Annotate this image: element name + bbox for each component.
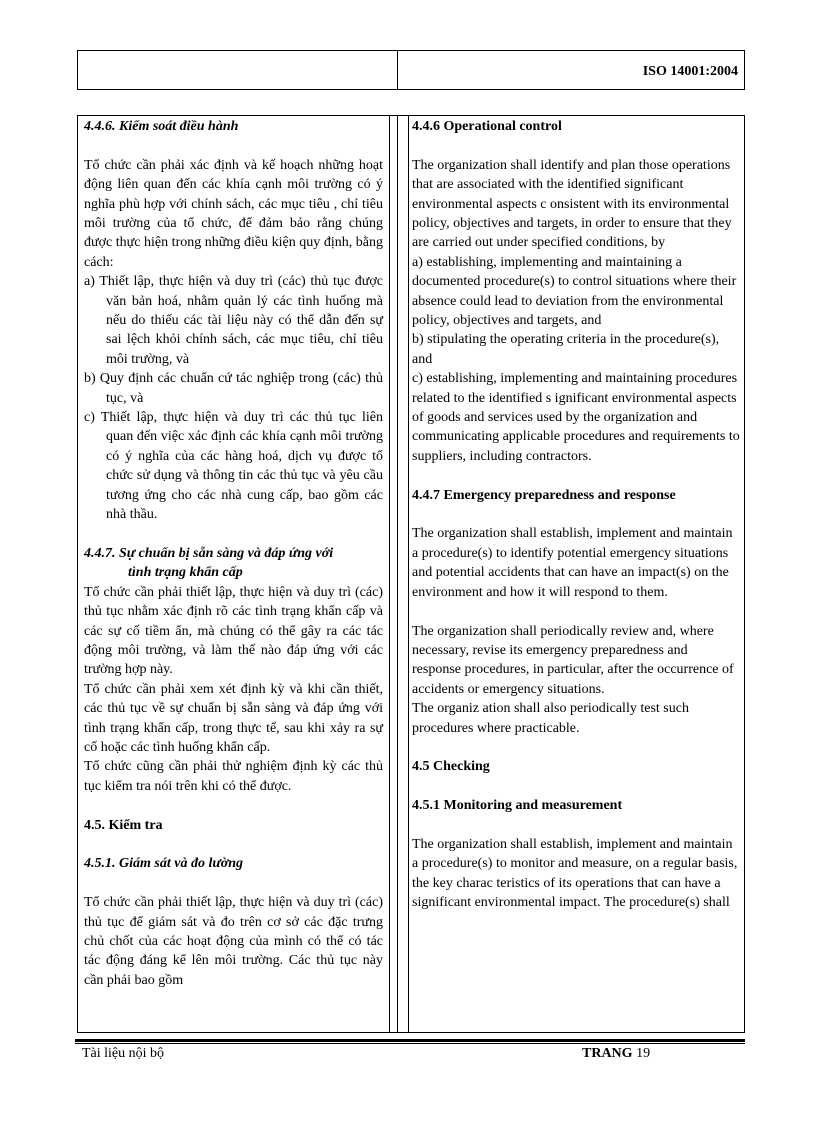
page-label: TRANG xyxy=(582,1046,633,1061)
en-list-item-a: a) establishing, implementing and maintaining a documented procedure(s) to control situations where their absence could lead to deviation from the environmental policy, objectives and targets, and xyxy=(412,254,737,329)
en-heading-4-4-6: 4.4.6 Operational control xyxy=(412,119,562,134)
vn-heading-4-5-1: 4.5.1. Giám sát và đo lường xyxy=(84,856,244,872)
vn-list-item-b: b) Quy định các chuẩn cứ tác nghiệp trong (các) thủ tục, và xyxy=(84,371,383,406)
vn-paragraph: Tổ chức cần phải thiết lập, thực hiện và duy trì (các) thủ tục để giám sát và đo trên cơ sở các đặc trưng chủ chốt của các hoạt động của mình có thể có tác tác động đáng kể lên môi trường. Các thủ tục này cần phải bao gồm xyxy=(84,895,383,988)
footer-rule xyxy=(75,1039,745,1042)
en-heading-4-4-7: 4.4.7 Emergency preparedness and response xyxy=(412,487,676,503)
header-left-cell xyxy=(78,51,398,89)
vn-paragraph: Tổ chức cũng cần phải thử nghiệm định kỳ các thủ tục kiểm tra nói trên khi có thể được. xyxy=(84,759,383,794)
en-paragraph: The organization shall establish, implement and maintain a procedure(s) to identify potential emergency situations and potential accidents that can have an impact(s) on the environment and how it will respond to them. xyxy=(412,526,733,600)
en-list-item-b: b) stipulating the operating criteria in the procedure(s), and xyxy=(412,332,720,367)
column-divider xyxy=(389,116,390,1032)
en-paragraph: The organization shall identify and plan those operations that are associated with the identified significant environmental aspects c onsistent with its environmental policy, objectives and targets, in order to ensure that they are carried out under specified conditions, by xyxy=(412,157,732,251)
vn-heading-4-4-7-cont: tình trạng khẩn cấp xyxy=(128,565,243,581)
vn-paragraph: Tổ chức cần phải xác định và kế hoạch những hoạt động liên quan đến các khía cạnh môi trường có ý nghĩa phù hợp với chính sách, các mục tiêu , chỉ tiêu môi trường của tổ chức, để đảm bảo rằng chúng được thực hiện trong những điều kiện quy định, bằng cách: xyxy=(84,157,383,270)
footer-document-label: Tài liệu nội bộ xyxy=(82,1046,165,1061)
vn-heading-4-5: 4.5. Kiểm tra xyxy=(84,817,163,833)
vn-heading-4-4-6: 4.4.6. Kiểm soát điều hành xyxy=(84,119,239,134)
vn-list-item-a: a) Thiết lập, thực hiện và duy trì (các) thủ tục được văn bản hoá, nhằm quản lý các tình huống mà nếu do thiếu các tài liệu này có thể dẫn đến sự sai lệch khỏi chính sách, các mục tiêu, chỉ tiêu môi trường, và xyxy=(84,274,383,367)
vn-heading-4-4-7: 4.4.7. Sự chuẩn bị sẵn sàng và đáp ứng với xyxy=(84,545,334,561)
english-column xyxy=(409,116,744,1032)
vn-paragraph: Tổ chức cần phải xem xét định kỳ và khi cần thiết, các thủ tục về sự chuẩn bị sẵn sàng và đáp ứng với tình trạng khẩn cấp, trong thực tế, sau khi xảy ra sự cố hoặc các tình huống khẩn cấp. xyxy=(84,681,383,755)
en-paragraph: The organiz ation shall also periodically test such procedures where practicable. xyxy=(412,701,689,736)
en-paragraph: The organization shall periodically review and, where necessary, revise its emergency preparedness and response procedures, in particular, after the occurrence of accidents or emergency situations. xyxy=(412,623,734,697)
column-divider xyxy=(397,116,398,1032)
en-heading-4-5: 4.5 Checking xyxy=(412,759,490,775)
page-header xyxy=(77,50,745,90)
vietnamese-column xyxy=(78,116,389,1032)
en-heading-4-5-1: 4.5.1 Monitoring and measurement xyxy=(412,798,623,814)
en-paragraph: The organization shall establish, implement and maintain a procedure(s) to monitor and measure, on a regular basis, the key charac teristics of its operations that can have a significant environmental impact. The procedure(s) shall xyxy=(412,836,738,911)
header-standard: ISO 14001:2004 xyxy=(642,64,738,79)
footer-page xyxy=(582,1046,650,1062)
bilingual-table xyxy=(77,115,745,1033)
vn-list-item-c: c) Thiết lập, thực hiện và duy trì các thủ tục liên quan đến việc xác định các khía cạnh môi trường có ý nghĩa của các hàng hoá, dịch vụ được tổ chức sử dụng và thông tin các thủ tục và yêu cầu tương ứng cho các nhà cung cấp, bao gồm các nhà thầu. xyxy=(84,410,383,523)
footer-rule-thin xyxy=(75,1043,745,1044)
page-number: 19 xyxy=(636,1046,651,1061)
vn-paragraph: Tổ chức cần phải thiết lập, thực hiện và duy trì (các) thủ tục nhằm xác định rõ các tình trạng khẩn cấp và các sự cố tiềm ẩn, mà chúng có thể gây ra các tác động môi trường, và làm thế nào đáp ứng với các trường hợp này. xyxy=(84,584,383,678)
en-list-item-c: c) establishing, implementing and maintaining procedures related to the identified s ignificant environmental aspects of goods and services used by the organization and communicating applicable procedures and requirements to suppliers, including contractors. xyxy=(412,371,740,464)
